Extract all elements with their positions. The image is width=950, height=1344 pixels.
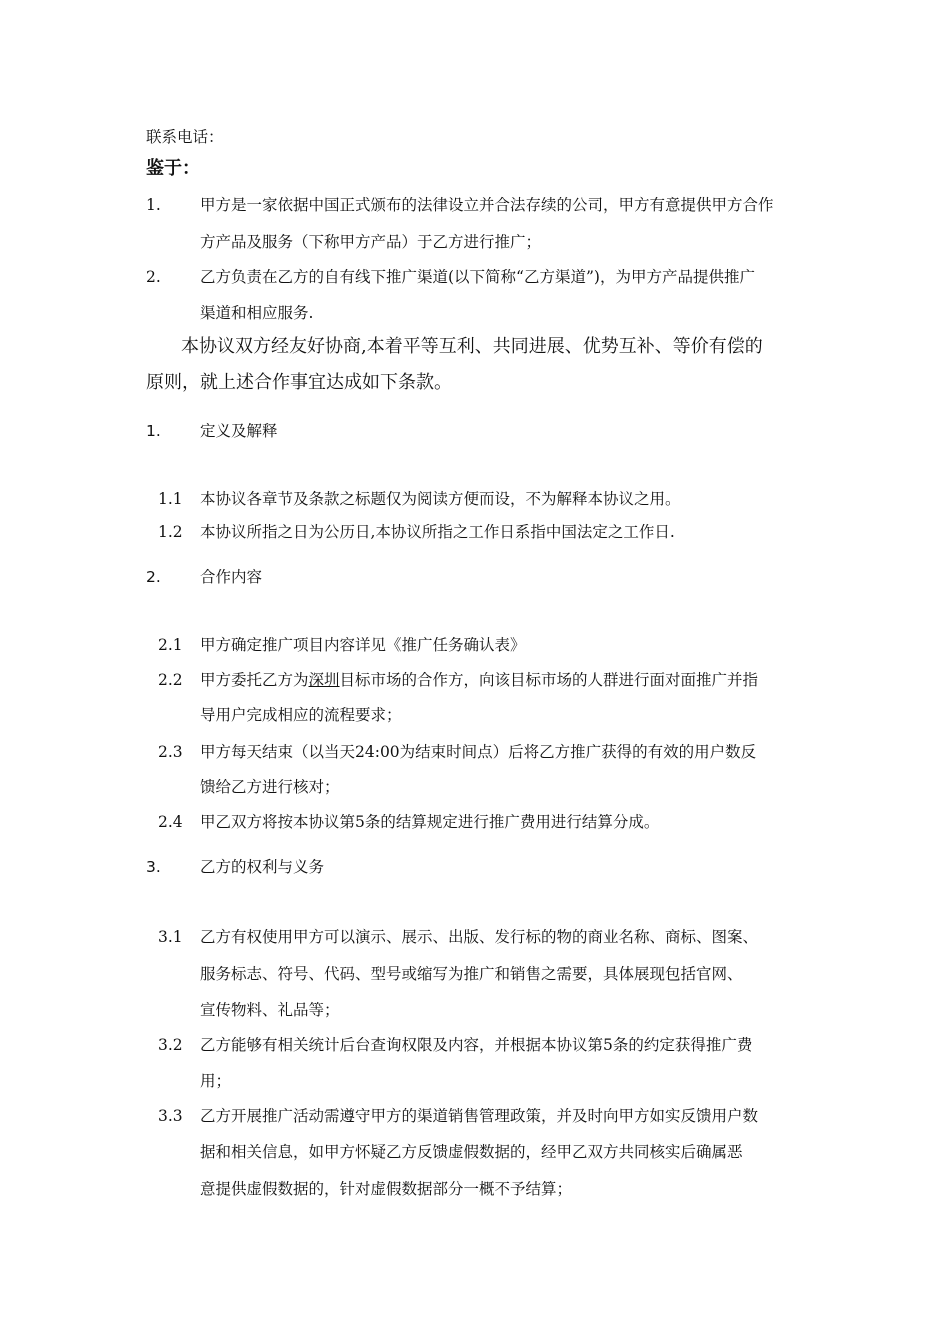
- target-city: 深圳: [308, 671, 340, 689]
- clause-text-pre: 甲方委托乙方为: [200, 671, 309, 689]
- clause-number: 1.1: [158, 490, 183, 508]
- clause-text: 导用户完成相应的流程要求；: [200, 706, 402, 724]
- intro-paragraph: 原则，就上述合作事宜达成如下条款。: [146, 372, 452, 393]
- clause-text: 乙方有权使用甲方可以演示、展示、出版、发行标的物的商业名称、商标、图案、: [200, 928, 759, 946]
- intro-paragraph: 本协议双方经友好协商,本着平等互利、共同进展、优势互补、等价有偿的: [181, 336, 763, 357]
- whereas-item-number: 1.: [146, 196, 161, 214]
- clause-text-post: 目标市场的合作方，向该目标市场的人群进行面对面推广并指: [339, 671, 759, 689]
- clause-number: 2.4: [158, 813, 183, 831]
- clause-text: 乙方能够有相关统计后台查询权限及内容，并根据本协议第5条的约定获得推广费: [200, 1036, 753, 1054]
- whereas-item-number: 2.: [146, 268, 161, 286]
- clause-number: 3.3: [158, 1107, 183, 1125]
- clause-text: 服务标志、符号、代码、型号或缩写为推广和销售之需要，具体展现包括官网、: [200, 965, 743, 983]
- whereas-heading: 鉴于：: [146, 158, 200, 179]
- contact-phone-label: 联系电话：: [146, 128, 224, 146]
- whereas-item-text: 渠道和相应服务.: [200, 304, 314, 322]
- clause-number: 2.2: [158, 671, 183, 689]
- section-title: 定义及解释: [200, 422, 278, 440]
- section-title: 合作内容: [200, 568, 263, 586]
- clause-text: 甲方确定推广项目内容详见《推广任务确认表》: [200, 636, 526, 654]
- clause-number: 1.2: [158, 523, 183, 541]
- clause-number: 3.2: [158, 1036, 183, 1054]
- section-number: 3.: [146, 858, 161, 876]
- clause-text: 据和相关信息，如甲方怀疑乙方反馈虚假数据的，经甲乙双方共同核实后确属恶: [200, 1143, 743, 1161]
- clause-text: 本协议所指之日为公历日,本协议所指之工作日系指中国法定之工作日.: [200, 523, 675, 541]
- clause-text: 用；: [200, 1072, 232, 1090]
- clause-text: 甲方每天结束（以当天24:00为结束时间点）后将乙方推广获得的有效的用户数反: [200, 743, 757, 761]
- clause-text: [200, 673, 758, 689]
- section-number: 1.: [146, 422, 161, 440]
- whereas-item-text: 甲方是一家依据中国正式颁布的法律设立并合法存续的公司，甲方有意提供甲方合作: [200, 196, 774, 214]
- whereas-item-text: 方产品及服务（下称甲方产品）于乙方进行推广；: [200, 233, 542, 251]
- clause-text: 宣传物料、礼品等；: [200, 1001, 340, 1019]
- clause-text: 意提供虚假数据的，针对虚假数据部分一概不予结算；: [200, 1180, 573, 1198]
- clause-text: 馈给乙方进行核对；: [200, 778, 340, 796]
- clause-number: 3.1: [158, 928, 183, 946]
- clause-number: 2.1: [158, 636, 183, 654]
- section-title: 乙方的权利与义务: [200, 858, 325, 876]
- clause-text: 甲乙双方将按本协议第5条的结算规定进行推广费用进行结算分成。: [200, 813, 660, 831]
- clause-text: 乙方开展推广活动需遵守甲方的渠道销售管理政策，并及时向甲方如实反馈用户数: [200, 1107, 759, 1125]
- clause-text: 本协议各章节及条款之标题仅为阅读方便而设，不为解释本协议之用。: [200, 490, 681, 508]
- clause-number: 2.3: [158, 743, 183, 761]
- section-number: 2.: [146, 568, 161, 586]
- whereas-item-text: 乙方负责在乙方的自有线下推广渠道(以下简称“乙方渠道”)，为甲方产品提供推广: [200, 268, 755, 286]
